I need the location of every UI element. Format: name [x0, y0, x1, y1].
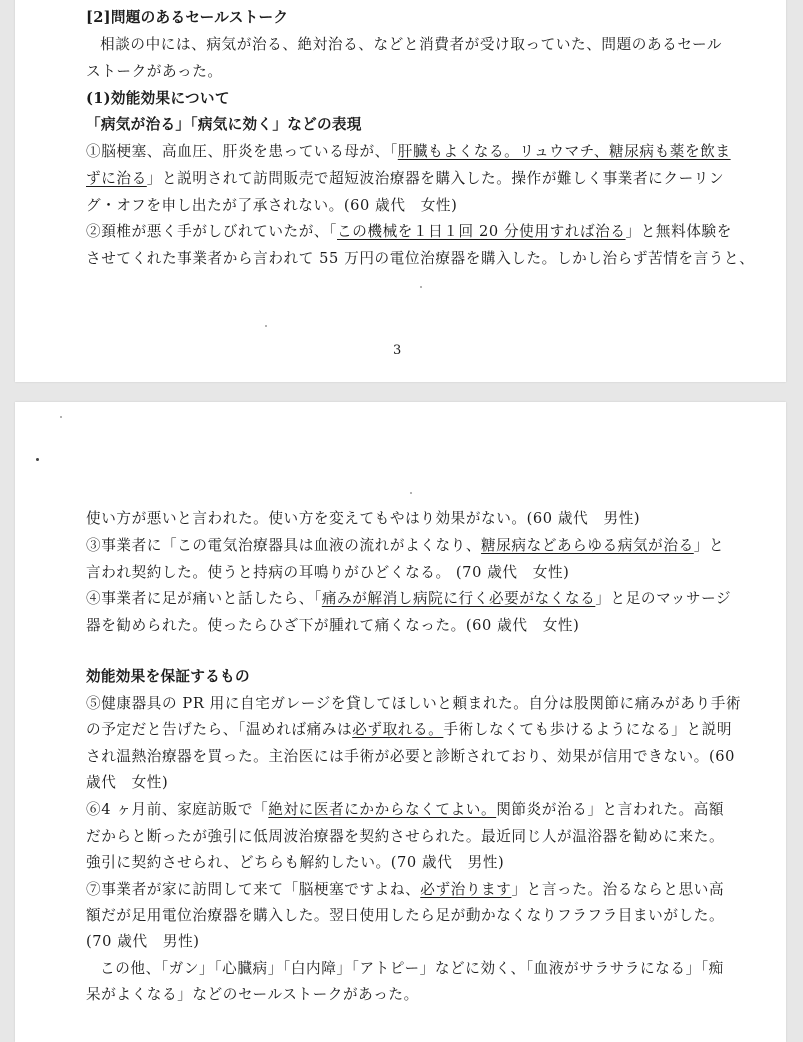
case-1-line-1: ①脳梗塞、高血圧、肝炎を患っている母が、「肝臓もよくなる。リュウマチ、糖尿病も薬を飲ま: [86, 143, 731, 160]
case-2-line-1: ②頚椎が悪く手がしびれていたが、「この機械を１日１回 20 分使用すれば治る」と無料体験を: [86, 223, 732, 240]
scan-speck: [410, 492, 412, 494]
underlined-quote: 絶対に医者にかからなくてよい。: [268, 801, 497, 818]
case-4-line-1: ④事業者に足が痛いと話したら、「痛みが解消し病院に行く必要がなくなる」と足のマッサージ: [86, 590, 732, 607]
case-6-line-1: ⑥4 ヶ月前、家庭訪販で「絶対に医者にかからなくてよい。関節炎が治る」と言われた。高額: [86, 801, 725, 818]
underlined-quote: 必ず取れる。: [352, 721, 444, 738]
underlined-quote: この機械を１日１回 20 分使用すれば治る: [337, 223, 626, 240]
page-number: 3: [393, 343, 402, 358]
case-6-line-3: 強引に契約させられ、どちらも解約したい。(70 歳代 男性): [86, 854, 505, 871]
scan-speck: [265, 325, 267, 327]
case-5-line-4: 歳代 女性): [86, 774, 169, 791]
intro-line-2: ストークがあった。: [86, 63, 223, 80]
underlined-quote: 痛みが解消し病院に行く必要がなくなる: [321, 590, 596, 607]
underlined-quote: 必ず治ります: [420, 881, 512, 898]
case-5-line-2: の予定だと告げたら、「温めれば痛みは必ず取れる。手術しなくても歩けるようになる」と説明: [86, 721, 733, 738]
case-1-line-2: ずに治る」と説明されて訪問販売で超短波治療器を購入した。操作が難しく事業者にクーリン: [86, 170, 725, 187]
scan-speck: [420, 286, 422, 288]
case-7-line-2: 額だが足用電位治療器を購入した。翌日使用したら足が動かなくなりフラフラ目まいがした。: [86, 907, 725, 924]
case-7-line-1: ⑦事業者が家に訪問して来て「脳梗塞ですよね、必ず治ります」と言った。治るならと思い高: [86, 881, 725, 898]
summary-line-2: 呆がよくなる」などのセールストークがあった。: [86, 986, 419, 1003]
section-heading: [2]問題のあるセールストーク: [86, 9, 289, 26]
document-page-1: [15, 0, 786, 382]
scan-speck: [36, 458, 39, 461]
case-5-line-1: ⑤健康器具の PR 用に自宅ガレージを貸してほしいと頼まれた。自分は股関節に痛みがあり手術: [86, 695, 742, 712]
case-3-line-1: ③事業者に「この電気治療器具は血液の流れがよくなり、糖尿病などあらゆる病気が治る」と: [86, 537, 725, 554]
case-1-line-3: グ・オフを申し出たが了承されない。(60 歳代 女性): [86, 197, 458, 214]
continuation-line: 使い方が悪いと言われた。使い方を変えてもやはり効果がない。(60 歳代 男性): [86, 510, 641, 527]
case-4-line-2: 器を勧められた。使ったらひざ下が腫れて痛くなった。(60 歳代 女性): [86, 617, 580, 634]
underlined-quote: ずに治る: [86, 170, 147, 187]
case-6-line-2: だからと断ったが強引に低周波治療器を契約させられた。最近同じ人が温浴器を勧めに来た。: [86, 828, 725, 845]
subheading: (1)効能効果について: [86, 90, 230, 107]
case-2-line-2: させてくれた事業者から言われて 55 万円の電位治療器を購入した。しかし治らず苦情を言うと、: [86, 250, 755, 267]
case-5-line-3: され温熱治療器を買った。主治医には手術が必要と診断されており、効果が信用できない。(60: [86, 748, 736, 765]
case-3-line-2: 言われ契約した。使うと持病の耳鳴りがひどくなる。 (70 歳代 女性): [86, 564, 570, 581]
document-page-2: [15, 402, 786, 1042]
scan-speck: [60, 416, 62, 418]
category-heading: 「病気が治る」「病気に効く」などの表現: [86, 116, 362, 133]
intro-line-1: 相談の中には、病気が治る、絶対治る、などと消費者が受け取っていた、問題のあるセール: [100, 36, 723, 53]
case-7-line-3: (70 歳代 男性): [86, 933, 200, 950]
category-heading-2: 効能効果を保証するもの: [86, 668, 250, 685]
summary-line-1: この他、「ガン」「心臓病」「白内障」「アトピー」などに効く、「血液がサラサラになる」「痴: [100, 960, 724, 977]
underlined-quote: 糖尿病などあらゆる病気が治る: [481, 537, 694, 554]
underlined-quote: 肝臓もよくなる。リュウマチ、糖尿病も薬を飲ま: [397, 143, 731, 160]
